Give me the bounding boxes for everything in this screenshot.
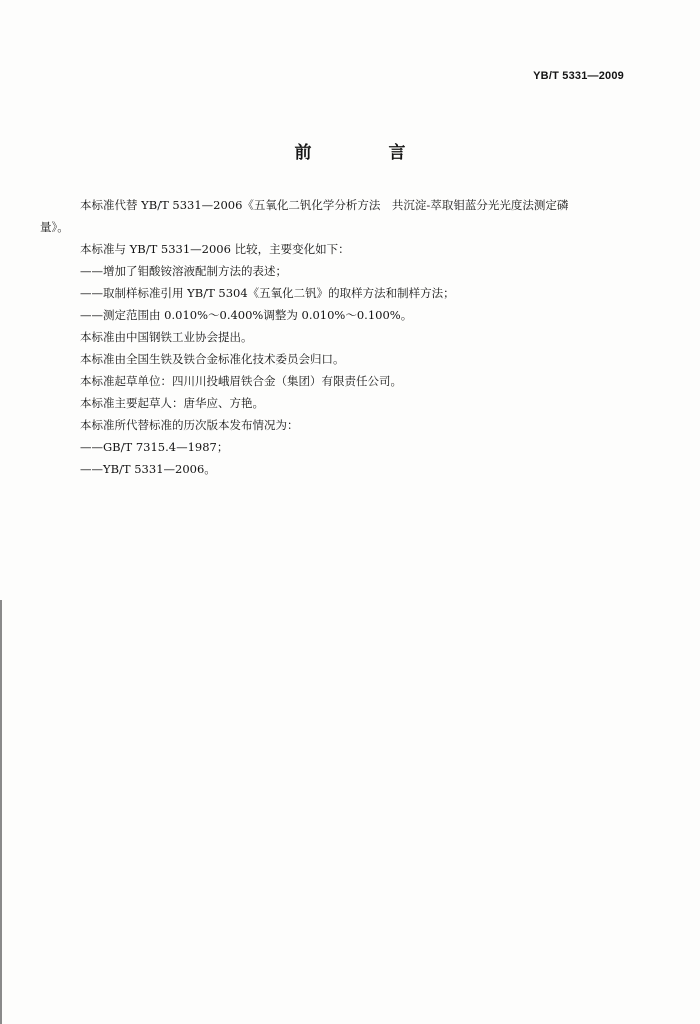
paragraph-changes-intro: 本标准与 YB/T 5331—2006 比较，主要变化如下： [80,242,350,256]
paragraph-line: 本标准代替 YB/T 5331—2006《五氧化二钒化学分析方法 共沉淀-萃取钼蓝分光光度法测定磷 [80,198,569,212]
change-item: ——测定范围由 0.010%～0.400%调整为 0.010%～0.100%。 [80,308,413,322]
paragraph-drafters: 本标准主要起草人：唐华应、方艳。 [80,396,264,410]
page-title: 前 言 [294,143,436,163]
standard-code: YB/T 5331—2009 [533,70,624,82]
paragraph-line: 量》。 [40,220,69,234]
paragraph-replaces [40,194,640,238]
foreword-body [40,194,640,480]
paragraph-proposed-by: 本标准由中国钢铁工业协会提出。 [80,330,253,344]
paragraph-drafting-unit: 本标准起草单位：四川川投峨眉铁合金（集团）有限责任公司。 [80,374,402,388]
paragraph-history-intro: 本标准所代替标准的历次版本发布情况为： [80,418,299,432]
history-item: ——GB/T 7315.4—1987； [80,440,229,454]
change-item: ——取制样标准引用 YB/T 5304《五氧化二钒》的取样方法和制样方法； [80,286,455,300]
history-item: ——YB/T 5331—2006。 [80,462,216,476]
scan-edge-shadow [0,600,2,1024]
paragraph-centralized-by: 本标准由全国生铁及铁合金标准化技术委员会归口。 [80,352,345,366]
change-item: ——增加了钼酸铵溶液配制方法的表述； [80,264,287,278]
